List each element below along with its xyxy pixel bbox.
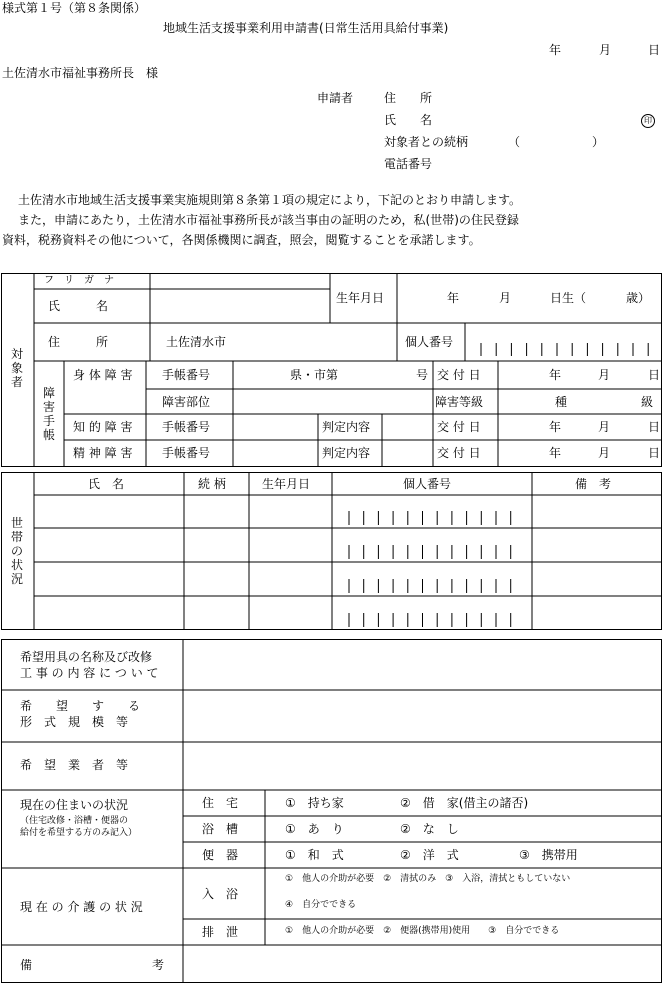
issue-year-3: 年	[549, 446, 562, 460]
excretion-options: ① 他人の介助が必要 ② 便器(携帯用)使用 ③ 自分でできる	[285, 926, 560, 936]
issue-day-1: 日	[648, 368, 661, 382]
applicant-label: 申請者	[317, 91, 354, 105]
addressee: 土佐清水市福祉事務所長 様	[2, 66, 159, 80]
personal-number-label: 個人番号	[405, 335, 454, 349]
pref-city-label: 県・市第	[290, 368, 339, 382]
toilet-option-3: ③ 携帯用	[519, 848, 578, 862]
household-col-dob: 生年月日	[262, 477, 311, 491]
dob-age: 歳）	[626, 291, 651, 305]
toilet-option-2: ② 洋 式	[400, 848, 459, 862]
relation-paren: （ ）	[508, 135, 605, 149]
issue-month-2: 月	[598, 420, 611, 434]
household-side-label: 世帯の状況	[10, 516, 23, 586]
house-option-2: ② 借 家(借主の諸否)	[400, 796, 529, 810]
phone-label: 電話番号	[384, 157, 433, 171]
spec-label-2: 形 式 規 模 等	[20, 715, 129, 729]
issue-year-1: 年	[549, 368, 562, 382]
disability-handbook-label: 障害手帳	[42, 386, 55, 442]
dob-year: 年	[447, 291, 460, 305]
body-part-label: 障害部位	[162, 395, 211, 409]
issue-day-3: 日	[648, 446, 661, 460]
subject-side-label: 対象者	[10, 347, 23, 389]
house-label: 住 宅	[202, 796, 239, 810]
applicant-address-label: 住 所	[384, 91, 433, 105]
house-option-1: ① 持ち家	[285, 796, 344, 810]
issue-date-label-2: 交 付 日	[437, 420, 481, 434]
consent-line-3: 資料，税務資料その他について，各関係機関に調査，照会，閲覧することを承諾します。	[2, 233, 481, 247]
subject-address-label: 住 所	[48, 335, 109, 349]
issue-month-3: 月	[598, 446, 611, 460]
date-month-label: 月	[599, 43, 612, 57]
spec-label-1: 希 望 す る	[20, 699, 141, 713]
consent-line-1: 土佐清水市地域生活支援事業実施規則第８条第１項の規定により，下記のとおり申請します。	[18, 193, 522, 207]
issue-day-2: 日	[648, 420, 661, 434]
judgement-label-1: 判定内容	[322, 420, 371, 434]
item-name-label-2: 工 事 の 内 容 に つ い て	[20, 666, 159, 680]
household-col-relation: 続 柄	[198, 477, 226, 491]
applicant-name-label: 氏 名	[384, 113, 433, 127]
date-day-label: 日	[648, 43, 661, 57]
grade-label: 障害等級	[435, 395, 484, 409]
vendor-label: 希 望 業 者 等	[20, 758, 129, 772]
dob-label: 生年月日	[336, 291, 385, 305]
remarks-label: 備 考	[20, 958, 165, 972]
dob-month: 月	[499, 291, 512, 305]
bath-option-1: ① あ り	[285, 822, 344, 836]
furigana-label: フ リ ガ ナ	[44, 275, 114, 286]
seal-mark: 印	[641, 114, 655, 128]
issue-month-1: 月	[598, 368, 611, 382]
handbook-number-label-3: 手帳番号	[162, 446, 211, 460]
issue-date-label-3: 交 付 日	[437, 446, 481, 460]
household-col-personal-no: 個人番号	[403, 477, 452, 491]
bath-option-2: ② な し	[400, 822, 459, 836]
date-year-label: 年	[549, 43, 562, 57]
housing-note-1: （住宅改修・浴槽・便器の	[20, 816, 129, 826]
issue-date-label-1: 交 付 日	[437, 368, 481, 382]
judgement-label-2: 判定内容	[322, 446, 371, 460]
issue-year-2: 年	[549, 420, 562, 434]
shu-label: 種	[555, 395, 568, 409]
handbook-number-label-1: 手帳番号	[162, 368, 211, 382]
bath-label: 浴 槽	[202, 822, 239, 836]
physical-disability-label: 身 体 障 害	[73, 368, 133, 382]
handbook-number-label-2: 手帳番号	[162, 420, 211, 434]
subject-address-value: 土佐清水市	[166, 335, 227, 349]
go-label: 号	[416, 368, 429, 382]
toilet-label: 便 器	[202, 848, 239, 862]
mental-disability-label: 精 神 障 害	[73, 446, 133, 460]
subject-name-label: 氏 名	[48, 299, 109, 313]
intellectual-disability-label: 知 的 障 害	[73, 420, 133, 434]
housing-note-2: 給付を希望する方のみ記入）	[20, 828, 138, 838]
care-label: 現 在 の 介 護 の 状 況	[20, 900, 143, 914]
bathing-label: 入 浴	[202, 887, 239, 901]
excretion-label: 排 泄	[202, 925, 239, 939]
household-col-name: 氏 名	[88, 477, 125, 491]
relation-label: 対象者との続柄	[384, 135, 469, 149]
household-col-notes: 備 考	[575, 477, 612, 491]
housing-label: 現在の住まいの状況	[20, 798, 129, 812]
toilet-option-1: ① 和 式	[285, 848, 344, 862]
form-title: 地域生活支援事業利用申請書(日常生活用具給付事業)	[163, 21, 449, 35]
form-number: 様式第１号（第８条関係）	[2, 1, 147, 15]
item-name-label-1: 希望用具の名称及び改修	[20, 650, 153, 664]
kyu-label: 級	[641, 395, 654, 409]
bathing-options-1: ① 他人の介助が必要 ② 清拭のみ ③ 入浴，清拭ともしていない	[285, 874, 571, 884]
consent-line-2: また，申請にあたり，土佐清水市福祉事務所長が該当事由の証明のため，私(世帯)の住民登録	[18, 213, 519, 227]
dob-day: 日生（	[550, 291, 587, 305]
bathing-options-2: ④ 自分でできる	[285, 900, 357, 910]
